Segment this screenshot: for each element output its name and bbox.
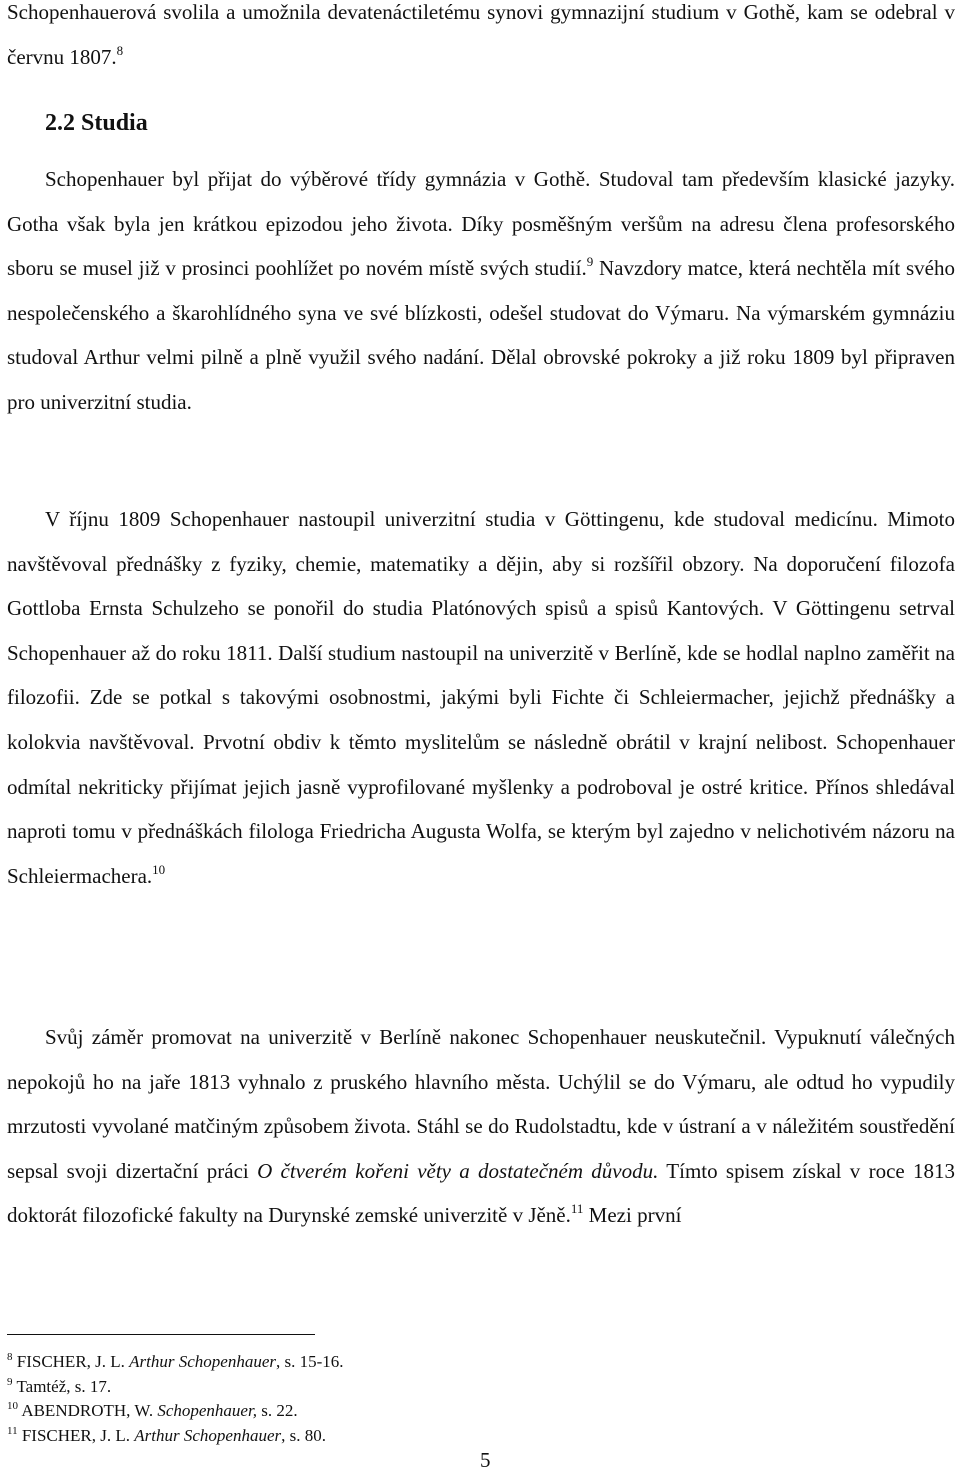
paragraph-berlin — [7, 1015, 955, 1238]
paragraph-berlin-text-3: Mezi první — [583, 1203, 682, 1228]
paragraph-berlin-text-2: Tímto spisem získal v roce 1813 doktorát filozofické fakulty na Durynské zemské univerzitě v Jěně. — [7, 1158, 956, 1228]
footnote-item — [7, 1350, 955, 1375]
footnote-number: 11 — [7, 1424, 18, 1437]
paragraph-gotha-text-2: Navzdory matce, která nechtěla mít svého nespolečenského a škarohlídného syna ve své blízkosti, odešel studovat do Výmaru. Na výmarském gymnáziu studoval Arthur velmi pilně a plně využil svého nadání. Dělal obrovské pokroky a již roku 1809 byl připraven pro univerzitní studia. — [7, 256, 955, 414]
intro-paragraph — [7, 0, 955, 79]
footnote-ref-11[interactable]: 11 — [570, 1201, 584, 1217]
paragraph-gottingen-text: V říjnu 1809 Schopenhauer nastoupil univerzitní studia v Göttingenu, kde studoval medicínu. Mimoto navštěvoval přednášky z fyziky, chemie, matematiky a dějin, aby si rozšířil obzory. Na doporučení filozofa Gottloba Ernsta Schulzeho se ponořil do studia Platónových spisů a spisů Kantových. V Göttingenu setrval Schopenhauer až do roku 1811. Další studium nastoupil na univerzitě v Berlíně, kde se hodlal naplno zaměřit na filozofii. Zde se potkal s takovými osobnostmi, jakými byli Fichte či Schleiermacher, jejichž přednášky a kolokvia navštěvoval. Prvotní obdiv k těmto myslitelům se následně obrátil v krajní nelibost. Schopenhauer odmítal nekriticky přijímat jejich jasně vyprofilované myšlenky a podroboval je ostré kritice. Přínos shledával naproti tomu v přednáškách filologa Friedricha Augusta Wolfa, se kterým byl zajedno v nelichotivém názoru na Schleiermachera. — [7, 507, 955, 888]
footnote-pages: , s. 15-16. — [276, 1352, 344, 1371]
footnote-title: Schopenhauer, — [157, 1401, 257, 1420]
paragraph-berlin-text-1: Svůj záměr promovat na univerzitě v Berlíně nakonec Schopenhauer neuskutečnil. Vypuknutí válečných nepokojů ho na jaře 1813 vyhnalo z pruského hlavního města. Uchýlil se do Výmaru, ale odtud ho vypudily mrzutosti vyvolané matčiným způsobem života. Stáhl se do Rudolstadtu, kde v ústraní a v náležitém soustředění sepsal svoji dizertační práci — [7, 1025, 955, 1183]
footnote-ref-9[interactable]: 9 — [586, 254, 594, 270]
footnote-ref-8[interactable]: 8 — [116, 42, 124, 58]
dissertation-title: O čtverém kořeni věty a dostatečném důvodu. — [257, 1158, 659, 1183]
page-number: 5 — [480, 1448, 491, 1472]
footnote-author: FISCHER, J. L. — [21, 1425, 135, 1445]
footnote-number: 9 — [7, 1375, 13, 1388]
paragraph-gotha — [7, 157, 955, 425]
footnote-pages: s. 22. — [256, 1401, 298, 1420]
footnote-ref-10[interactable]: 10 — [152, 861, 166, 877]
footnote-item — [7, 1399, 955, 1424]
section-title: Studia — [81, 110, 148, 136]
section-heading — [45, 110, 148, 137]
footnote-item — [7, 1375, 955, 1400]
intro-text: Schopenhauerová svolila a umožnila devatenáctiletému synovi gymnazijní studium v Gothě, kam se odebral v červnu 1807. — [7, 0, 955, 69]
footnote-number: 10 — [7, 1400, 18, 1412]
footnote-item — [7, 1424, 955, 1449]
footnote-author: Tamtéž, s. 17. — [16, 1376, 112, 1396]
footnote-author: ABENDROTH, W. — [21, 1401, 158, 1420]
footnote-number: 8 — [7, 1351, 13, 1363]
footnotes-list — [7, 1350, 955, 1448]
paragraph-gottingen — [7, 497, 955, 898]
footnote-divider — [7, 1334, 315, 1335]
footnote-title: Arthur Schopenhauer — [134, 1425, 282, 1445]
section-number: 2.2 — [45, 110, 75, 136]
footnote-author: FISCHER, J. L. — [16, 1352, 130, 1371]
footnote-title: Arthur Schopenhauer — [129, 1352, 277, 1371]
footnote-pages: , s. 80. — [281, 1425, 326, 1445]
paragraph-gotha-text-1: Schopenhauer byl přijat do výběrové třídy gymnázia v Gothě. Studoval tam především klasické jazyky. Gotha však byla jen krátkou epizodou jeho života. Díky posměšným veršům na adresu člena profesorského sboru se musel již v prosinci poohlížet po novém místě svých studií. — [7, 167, 955, 281]
